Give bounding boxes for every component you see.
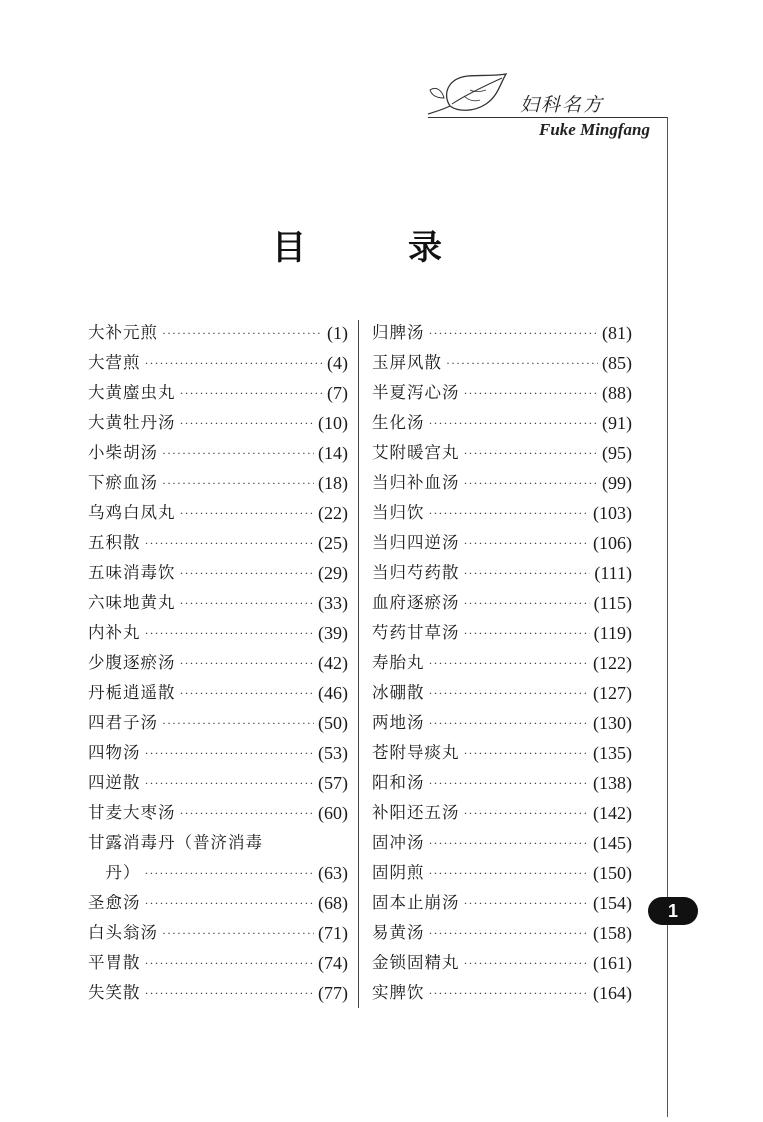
book-title-cn: 妇科名方 xyxy=(520,94,605,116)
toc-entry[interactable]: 大黄䗪虫丸 ····· (7) xyxy=(88,378,348,408)
toc-entry[interactable]: 大补元煎 ····· (1) xyxy=(88,318,348,348)
toc-entry[interactable]: 两地汤 ····· (130) xyxy=(372,708,632,738)
toc-entry[interactable]: 玉屏风散 ····· (85) xyxy=(372,348,632,378)
toc-entry[interactable]: 乌鸡白凤丸 ····· (22) xyxy=(88,498,348,528)
toc-entry[interactable]: 五味消毒饮 ····· (29) xyxy=(88,558,348,588)
toc-title-char-1: 目 xyxy=(272,228,306,268)
toc-entry[interactable]: 芍药甘草汤 ····· (119) xyxy=(372,618,632,648)
book-title-en: Fuke Mingfang xyxy=(539,120,650,139)
toc-entry[interactable]: 补阳还五汤 ····· (142) xyxy=(372,798,632,828)
toc-entry[interactable]: 小柴胡汤 ····· (14) xyxy=(88,438,348,468)
toc-entry[interactable]: 当归饮 ····· (103) xyxy=(372,498,632,528)
toc-entry[interactable]: 六味地黄丸 ····· (33) xyxy=(88,588,348,618)
toc-entry[interactable]: 平胃散 ····· (74) xyxy=(88,948,348,978)
margin-rule xyxy=(667,117,668,1117)
toc-entry[interactable]: 艾附暖宫丸 ····· (95) xyxy=(372,438,632,468)
toc-entry[interactable]: 五积散 ····· (25) xyxy=(88,528,348,558)
toc-entry[interactable]: 血府逐瘀汤 ····· (115) xyxy=(372,588,632,618)
toc-entry[interactable]: 金锁固精丸 ····· (161) xyxy=(372,948,632,978)
toc-entry[interactable]: 当归四逆汤 ····· (106) xyxy=(372,528,632,558)
toc-entry[interactable]: 阳和汤 ····· (138) xyxy=(372,768,632,798)
toc-entry[interactable]: 四物汤 ····· (53) xyxy=(88,738,348,768)
toc-entry[interactable]: 归脾汤 ····· (81) xyxy=(372,318,632,348)
toc-entry[interactable]: 丹） ····· (63) xyxy=(88,858,348,888)
toc-entry[interactable]: 内补丸 ····· (39) xyxy=(88,618,348,648)
toc-entry[interactable]: 甘麦大枣汤 ····· (60) xyxy=(88,798,348,828)
toc-entry[interactable]: 大黄牡丹汤 ····· (10) xyxy=(88,408,348,438)
toc-entry[interactable]: 甘露消毒丹（普济消毒 xyxy=(88,833,263,852)
toc-column-right xyxy=(372,318,632,1008)
toc-entry[interactable]: 生化汤 ····· (91) xyxy=(372,408,632,438)
leaf-logo-icon xyxy=(424,70,510,118)
toc-column-left xyxy=(88,318,348,1008)
toc-entry[interactable]: 固阴煎 ····· (150) xyxy=(372,858,632,888)
toc-entry[interactable]: 圣愈汤 ····· (68) xyxy=(88,888,348,918)
toc-entry[interactable]: 苍附导痰丸 ····· (135) xyxy=(372,738,632,768)
toc-entry[interactable]: 下瘀血汤 ····· (18) xyxy=(88,468,348,498)
toc-entry[interactable]: 四君子汤 ····· (50) xyxy=(88,708,348,738)
column-divider xyxy=(358,320,359,1008)
toc-entry[interactable]: 丹栀逍遥散 ····· (46) xyxy=(88,678,348,708)
page-number-badge: 1 xyxy=(648,897,698,925)
toc-entry[interactable]: 易黄汤 ····· (158) xyxy=(372,918,632,948)
toc-entry[interactable]: 少腹逐瘀汤 ····· (42) xyxy=(88,648,348,678)
toc-entry[interactable]: 固本止崩汤 ····· (154) xyxy=(372,888,632,918)
toc-entry[interactable]: 四逆散 ····· (57) xyxy=(88,768,348,798)
toc-entry[interactable]: 白头翁汤 ····· (71) xyxy=(88,918,348,948)
toc-entry[interactable]: 半夏泻心汤 ····· (88) xyxy=(372,378,632,408)
toc-entry[interactable]: 冰硼散 ····· (127) xyxy=(372,678,632,708)
toc-entry[interactable]: 固冲汤 ····· (145) xyxy=(372,828,632,858)
toc-entry[interactable]: 当归补血汤 ····· (99) xyxy=(372,468,632,498)
toc-entry[interactable]: 实脾饮 ····· (164) xyxy=(372,978,632,1008)
header-rule xyxy=(428,117,668,118)
toc-entry[interactable]: 当归芍药散 ····· (111) xyxy=(372,558,632,588)
toc-entry[interactable]: 大营煎 ····· (4) xyxy=(88,348,348,378)
toc-entry[interactable]: 寿胎丸 ····· (122) xyxy=(372,648,632,678)
toc-entry[interactable]: 失笑散 ····· (77) xyxy=(88,978,348,1008)
toc-title-char-2: 录 xyxy=(408,228,442,268)
